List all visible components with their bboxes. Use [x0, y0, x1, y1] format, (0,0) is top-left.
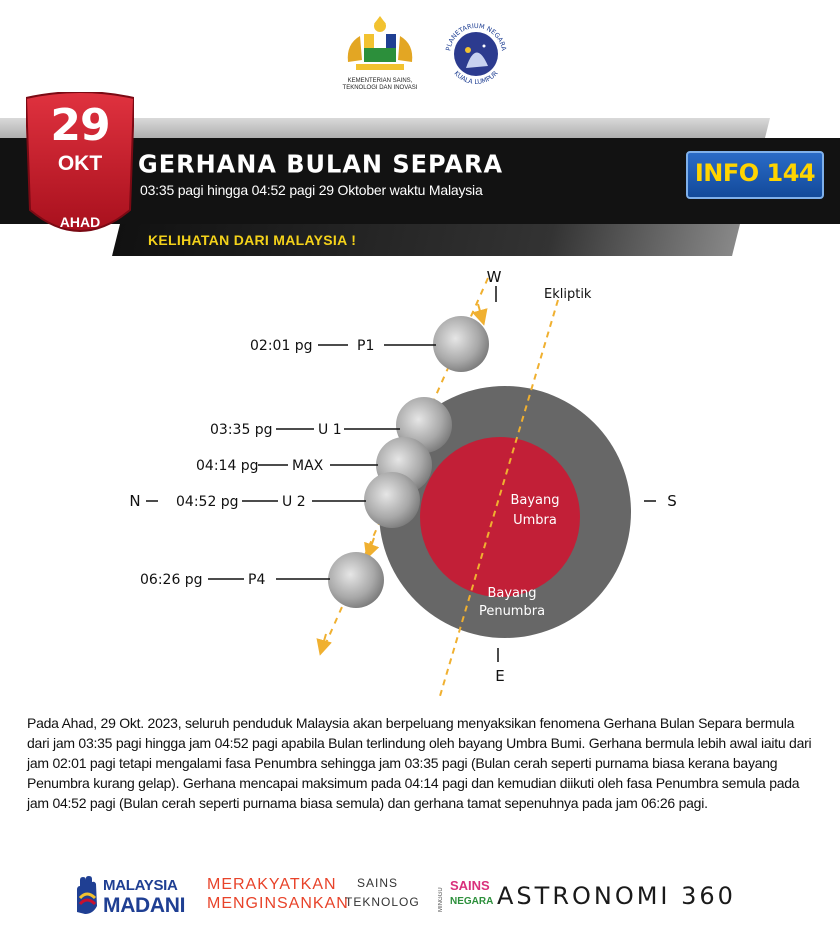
kementerian-logo	[330, 14, 430, 102]
compass-east: E	[495, 667, 505, 685]
org-line-2: TEKNOLOGI DAN INOVASI	[342, 85, 418, 91]
compass-north: N	[129, 492, 141, 510]
madani-line-1: MALAYSIA	[103, 877, 178, 894]
phase-callout-p4	[140, 572, 330, 588]
penumbra-label-line1: Bayang	[487, 586, 537, 601]
moon-phase-u2	[364, 472, 420, 528]
svg-text:PLANETARIUM NEGARA: PLANETARIUM NEGARA	[444, 21, 508, 52]
phase-code: P1	[357, 338, 375, 354]
moon-path-arrow-start	[478, 304, 482, 318]
sains-negara-small: MINGGU	[438, 887, 444, 912]
slogan-line-2: MENGINSANKAN	[207, 895, 349, 912]
phase-time: 03:35 pg	[210, 422, 273, 438]
compass-south: S	[667, 492, 677, 510]
footer-logos	[0, 868, 840, 924]
penumbra-label-line2: Penumbra	[478, 604, 546, 619]
org-line-1: KEMENTERIAN SAINS,	[347, 78, 413, 84]
date-badge	[26, 92, 134, 244]
moon-phase-p4	[328, 552, 384, 608]
phase-time: 04:14 pg	[196, 458, 259, 474]
slogan-line-3: SAINS	[357, 876, 399, 890]
phase-code: U 1	[318, 422, 342, 438]
phase-callout-u1	[210, 422, 400, 438]
svg-text:KUALA LUMPUR: KUALA LUMPUR	[452, 69, 500, 87]
phase-time: 04:52 pg	[176, 494, 239, 510]
visibility-note: KELIHATAN DARI MALAYSIA !	[148, 232, 357, 248]
astronomi-360-logo: ASTRONOMI 360	[497, 882, 736, 910]
madani-line-2: MADANI	[103, 894, 186, 917]
page-title: GERHANA BULAN SEPARA	[138, 149, 504, 179]
phase-callout-u2	[176, 494, 366, 510]
moon-phase-p1	[433, 316, 489, 372]
phase-time: 02:01 pg	[250, 338, 313, 354]
date-day: 29	[50, 100, 110, 151]
ecliptic-label: Ekliptik	[544, 287, 592, 302]
umbra-label-line2: Umbra	[513, 513, 557, 528]
coat-of-arms-icon	[340, 14, 420, 76]
eclipse-description: Pada Ahad, 29 Okt. 2023, seluruh penduduk Malaysia akan berpeluang menyaksikan fenomena Gerhana Bulan Separa bermula dari jam 03:35 pagi hingga jam 04:52 pagi apabila Bulan terlindung oleh bayang Umbra Bumi. Gerhana bermula lebih awal iaitu dari jam 02:01 pagi tetapi mengalami fasa Penumbra sehingga jam 03:35 pagi (Bulan cerah seperti purnama biasa kerana bayang Penumbra kurang gelap). Gerhana mencapai maksimum pada 04:14 pagi dan kemudian diikuti oleh fasa Penumbra semula pada jam 04:52 pagi (Bulan cerah seperti purnama biasa semula) dan gerhana tamat sepenuhnya pada jam 06:26 pagi.	[27, 715, 812, 811]
sains-negara-bottom: NEGARA	[450, 896, 494, 907]
sains-negara-top: SAINS	[450, 878, 490, 893]
info-number-label: INFO 144	[694, 159, 816, 187]
madani-hand-icon	[75, 876, 99, 914]
phase-code: U 2	[282, 494, 306, 510]
eclipse-diagram	[0, 260, 840, 700]
phase-code: P4	[248, 572, 266, 588]
compass-west: W	[486, 268, 502, 286]
date-month: OKT	[57, 152, 103, 175]
info-number-badge	[686, 151, 824, 199]
phase-time: 06:26 pg	[140, 572, 203, 588]
event-time-subtitle: 03:35 pagi hingga 04:52 pagi 29 Oktober waktu Malaysia	[140, 182, 483, 198]
phase-callout-max	[196, 458, 378, 474]
slogan-line-4: TEKNOLOG	[345, 895, 420, 909]
umbra-label-line1: Bayang	[510, 493, 560, 508]
planetarium-logo	[438, 16, 514, 92]
phase-code: MAX	[292, 458, 324, 474]
slogan-line-1: MERAKYATKAN	[207, 876, 337, 893]
minggu-sains-negara-logo	[438, 874, 494, 918]
phase-callout-p1	[250, 338, 436, 354]
date-weekday: AHAD	[59, 214, 101, 230]
moon-path-arrow-end	[322, 634, 326, 648]
